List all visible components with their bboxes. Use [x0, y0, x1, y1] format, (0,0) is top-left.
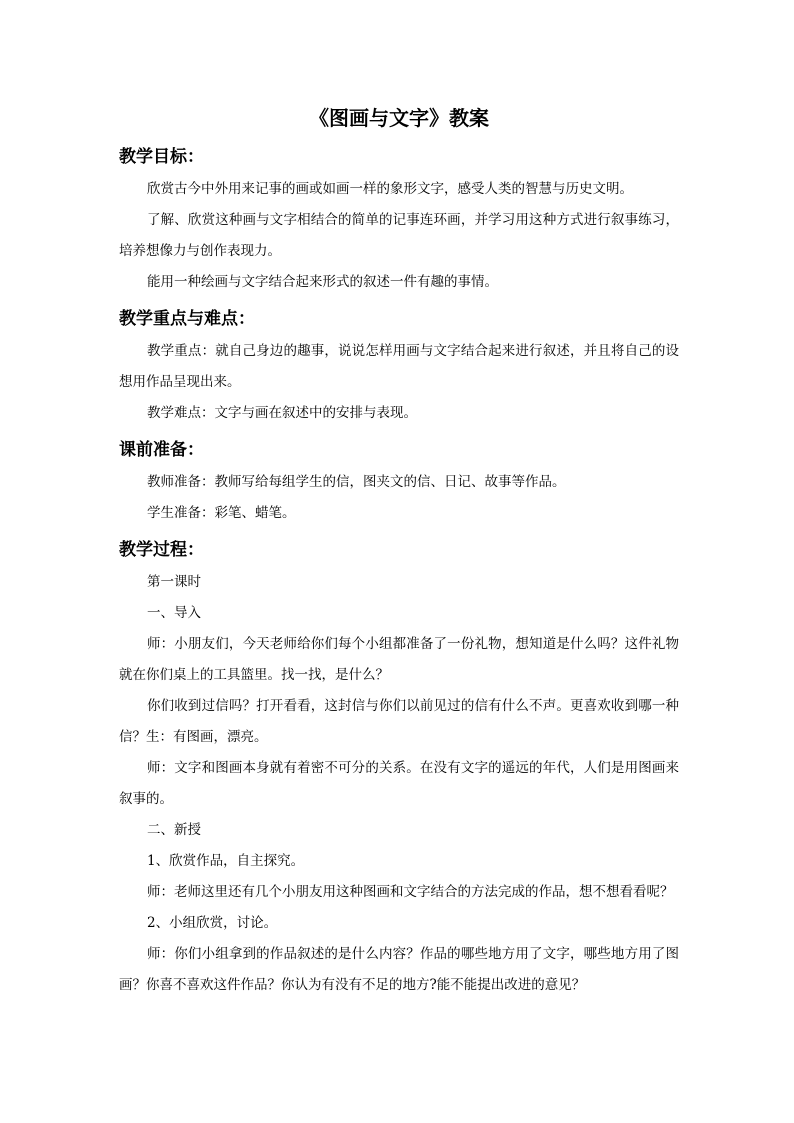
section-heading: 课前准备： — [119, 440, 204, 460]
paragraph: 二、新授 — [147, 822, 201, 838]
section-objectives — [119, 142, 679, 298]
section-process — [119, 535, 679, 1001]
paragraph: 学生准备：彩笔、蜡笔。 — [147, 505, 296, 521]
section-preparation — [119, 435, 679, 529]
paragraph: 第一课时 — [147, 574, 201, 590]
paragraph: 2、小组欣赏，讨论。 — [147, 915, 278, 931]
paragraph: 你们收到过信吗？打开看看，这封信与你们以前见过的信有什么不声。更喜欢收到哪一种信？生：有图画，漂亮。 — [119, 698, 679, 745]
paragraph: 一、导入 — [147, 605, 201, 621]
paragraph: 1、欣赏作品，自主探究。 — [147, 853, 305, 869]
section-heading: 教学目标： — [119, 147, 204, 167]
paragraph: 师：老师这里还有几个小朋友用这种图画和文字结合的方法完成的作品，想不想看看呢？ — [147, 884, 674, 900]
paragraph: 了解、欣赏这种画与文字相结合的简单的记事连环画，并学习用这种方式进行叙事练习，培养想像力与创作表现力。 — [119, 212, 679, 259]
paragraph: 师：小朋友们，今天老师给你们每个小组都准备了一份礼物，想知道是什么吗？这件礼物就在你们桌上的工具篮里。找一找，是什么？ — [119, 636, 679, 683]
paragraph: 师：文字和图画本身就有着密不可分的关系。在没有文字的遥远的年代，人们是用图画来叙事的。 — [119, 760, 679, 807]
section-heading: 教学重点与难点： — [119, 309, 255, 329]
paragraph: 能用一种绘画与文字结合起来形式的叙述一件有趣的事情。 — [147, 274, 498, 290]
paragraph: 欣赏古今中外用来记事的画或如画一样的象形文字，感受人类的智慧与历史文明。 — [147, 181, 633, 197]
paragraph: 师：你们小组拿到的作品叙述的是什么内容？作品的哪些地方用了文字，哪些地方用了图画？你喜不喜欢这件作品？你认为有没有不足的地方?能不能提出改进的意见？ — [119, 946, 679, 993]
paragraph: 教学重点：就自己身边的趣事，说说怎样用画与文字结合起来进行叙述，并且将自己的设想用作品呈现出来。 — [119, 343, 679, 390]
section-key-points — [119, 304, 679, 429]
document-page — [119, 100, 679, 1001]
paragraph: 教学难点：文字与画在叙述中的安排与表现。 — [147, 405, 417, 421]
paragraph: 教师准备：教师写给每组学生的信，图夹文的信、日记、故事等作品。 — [147, 474, 566, 490]
section-heading: 教学过程： — [119, 540, 204, 560]
document-title: 《图画与文字》教案 — [309, 106, 489, 130]
